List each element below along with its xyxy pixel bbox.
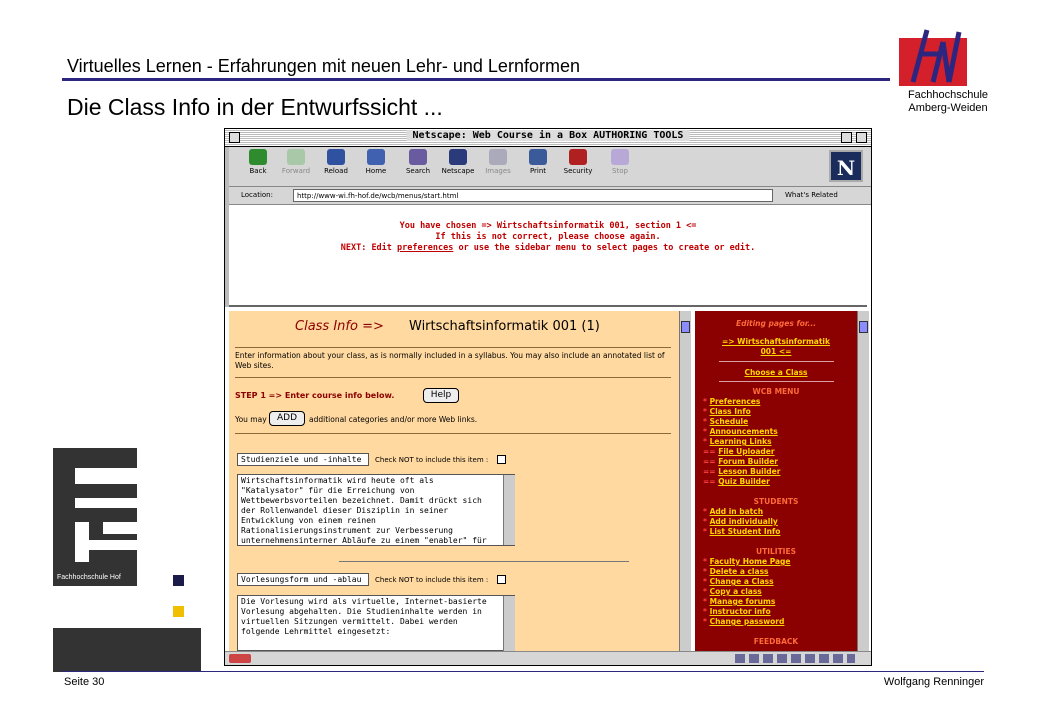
security-lock-icon[interactable] [229, 654, 251, 663]
section-1-body-textarea[interactable]: Wirtschaftsinformatik wird heute oft als "Katalysator" für die Erreichung von Wettbewerbsvorteilen bezeichnet. Damit drückt sich der Rollenwandel dieser Disziplin in seiner Entwicklung von einem reinen Rationalisierungsinstrument zur Verbesserung unternehmensinterner Abläufe zu einem "enabler" für [237, 474, 515, 546]
page-number: Seite 30 [64, 676, 105, 688]
section-2-check-label: Check NOT to include this item : [375, 576, 489, 584]
back-button[interactable] [241, 149, 275, 175]
bullet-icon: * [703, 417, 707, 426]
yellow-square [173, 606, 184, 617]
slide-title: Die Class Info in der Entwurfssicht ... [67, 94, 443, 120]
chosen-line-1: You have chosen => Wirtschaftsinformatik 001, section 1 <= [399, 221, 697, 231]
collapse-box[interactable] [856, 132, 867, 143]
bullet-icon: * [703, 607, 707, 616]
stop-label: Stop [612, 167, 628, 175]
intro-text: Enter information about your class, as is normally included in a syllabus. You may also include an annotated list of Web sites. [235, 351, 665, 370]
search-label: Search [405, 167, 431, 175]
title-bar[interactable] [225, 129, 871, 147]
bullet-icon: == [703, 447, 716, 456]
students-header: STUDENTS [753, 497, 799, 506]
header-rule [62, 78, 890, 81]
university-line-2: Amberg-Weiden [908, 102, 988, 114]
sidebar-item-schedule[interactable] [703, 417, 748, 426]
forward-button[interactable] [279, 149, 313, 175]
class-info-frame [229, 311, 679, 651]
next-suffix: or use the sidebar menu to select pages to create or edit. [453, 243, 756, 253]
next-prefix: NEXT: Edit [340, 243, 398, 253]
sidebar-item-label: Lesson Builder [718, 467, 781, 476]
slide-subtitle: Virtuelles Lernen - Erfahrungen mit neuen Lehr- und Lernformen [67, 56, 580, 76]
home-icon [367, 149, 385, 165]
class-info-heading: Class Info => [295, 319, 384, 334]
university-line-1: Fachhochschule [907, 89, 989, 101]
sidebar-item-label: Forum Builder [718, 457, 778, 466]
scroll-thumb[interactable] [859, 321, 868, 333]
bullet-icon: == [703, 467, 716, 476]
fh-hof-logo-text: Fachhochschule Hof [57, 574, 121, 581]
stop-icon [611, 149, 629, 165]
sidebar-item-label: File Uploader [718, 447, 775, 456]
back-label: Back [249, 167, 267, 175]
bullet-icon: * [703, 427, 707, 436]
navy-square [173, 575, 184, 586]
bullet-icon: * [703, 507, 707, 516]
netscape-button[interactable] [441, 149, 475, 175]
sidebar-item-announcements[interactable] [703, 427, 778, 436]
divider [235, 377, 671, 378]
step-1-label: STEP 1 => Enter course info below. [235, 391, 395, 400]
sidebar-item-label: Copy a class [709, 587, 762, 596]
sidebar-item-faculty-home-page[interactable] [703, 557, 791, 566]
author: Wolfgang Renninger [883, 676, 984, 688]
chosen-line-3 [229, 243, 867, 254]
reload-icon [327, 149, 345, 165]
search-icon [409, 149, 427, 165]
images-button[interactable] [481, 149, 515, 175]
sidebar-item-label: Class Info [709, 407, 751, 416]
print-button[interactable] [521, 149, 555, 175]
netscape-label: Netscape [441, 167, 475, 175]
section-1-title-input[interactable]: Studienziele und -inhalte [237, 453, 369, 466]
bullet-icon: * [703, 617, 707, 626]
sidebar-item-file-uploader[interactable] [703, 447, 775, 456]
zoom-box[interactable] [841, 132, 852, 143]
sidebar-course-link[interactable] [695, 337, 857, 346]
bullet-icon: * [703, 597, 707, 606]
section-1-exclude-checkbox[interactable] [497, 455, 506, 464]
sidebar-item-label: Preferences [709, 397, 761, 406]
section-1-scrollbar[interactable] [503, 475, 515, 545]
location-label: Location: [241, 191, 273, 199]
sidebar-item-label: Faculty Home Page [709, 557, 791, 566]
status-frame [229, 207, 867, 307]
sidebar-item-label: Quiz Builder [718, 477, 770, 486]
home-label: Home [365, 167, 387, 175]
section-2-body-textarea[interactable]: Die Vorlesung wird als virtuelle, Internet-basierte Vorlesung abgehalten. Die Studieninhalte werden in virtuellen Sitzungen vermittelt. Dabei werden folgende Lehrmittel eingesetzt: [237, 595, 515, 651]
add-button[interactable]: ADD [269, 411, 305, 426]
images-icon [489, 149, 507, 165]
sidebar-item-lesson-builder[interactable] [703, 467, 780, 476]
section-2-title-input[interactable]: Vorlesungsform und -ablau [237, 573, 369, 586]
sidebar-item-add-individually[interactable] [703, 517, 778, 526]
bullet-icon: * [703, 577, 707, 586]
scroll-thumb[interactable] [681, 321, 690, 333]
chosen-line-2: If this is not correct, please choose again. [435, 232, 661, 242]
class-name: Wirtschaftsinformatik 001 (1) [409, 319, 600, 334]
bullet-icon: * [703, 587, 707, 596]
utilities-header: UTILITIES [756, 547, 796, 556]
sidebar-item-change-password[interactable] [703, 617, 784, 626]
sidebar-item-label: Instructor info [709, 607, 771, 616]
sidebar-scrollbar[interactable] [857, 311, 869, 651]
window-title: Netscape: Web Course in a Box AUTHORING TOOLS [407, 130, 690, 141]
wcb-menu-header: WCB MENU [752, 387, 800, 396]
reload-label: Reload [324, 167, 348, 175]
reload-button[interactable] [319, 149, 353, 175]
close-box[interactable] [229, 132, 240, 143]
main-frame-scrollbar[interactable] [679, 311, 691, 651]
sidebar-item-list-student-info[interactable] [703, 527, 780, 536]
section-2-scrollbar[interactable] [503, 596, 515, 651]
section-1-check-label: Check NOT to include this item : [375, 456, 489, 464]
sidebar-item-label: Learning Links [709, 437, 772, 446]
divider [339, 561, 629, 562]
divider [235, 347, 671, 348]
bullet-icon: * [703, 517, 707, 526]
divider [235, 433, 671, 434]
sidebar-item-label: List Student Info [709, 527, 781, 536]
sidebar-item-instructor-info[interactable] [703, 607, 771, 616]
bullet-icon: * [703, 437, 707, 446]
bullet-icon: == [703, 477, 716, 486]
images-label: Images [485, 167, 511, 175]
sidebar-item-change-a-class[interactable] [703, 577, 774, 586]
help-button[interactable]: Help [423, 388, 459, 403]
chosen-class-message [229, 221, 867, 254]
sidebar-item-label: Add in batch [709, 507, 764, 516]
print-label: Print [529, 167, 547, 175]
you-may-text: You may [235, 415, 267, 424]
nav-toolbar [225, 147, 871, 187]
security-button[interactable] [561, 149, 595, 175]
security-label: Security [563, 167, 593, 175]
browser-window [224, 128, 872, 666]
sidebar-item-learning-links[interactable] [703, 437, 772, 446]
university-name [898, 89, 998, 115]
location-bar [225, 187, 871, 205]
security-icon [569, 149, 587, 165]
sidebar-item-add-in-batch[interactable] [703, 507, 763, 516]
divider [719, 361, 834, 362]
sidebar-item-label: Change a Class [709, 577, 774, 586]
course-line-1: => Wirtschaftsinformatik [722, 337, 830, 346]
fh-logo-icon [899, 24, 969, 86]
url-field[interactable]: http://www-wi.fh-hof.de/wcb/menus/start.html [293, 189, 773, 202]
bullet-icon: * [703, 407, 707, 416]
section-2-exclude-checkbox[interactable] [497, 575, 506, 584]
wcb-sidebar [695, 311, 857, 651]
bullet-icon: * [703, 557, 707, 566]
bullet-icon: * [703, 567, 707, 576]
sidebar-item-copy-a-class[interactable] [703, 587, 762, 596]
forward-arrow-icon [287, 149, 305, 165]
decorative-bar [53, 628, 201, 672]
sidebar-item-label: Schedule [709, 417, 749, 426]
component-bar-icon[interactable] [735, 654, 855, 663]
home-button[interactable] [359, 149, 393, 175]
sidebar-item-preferences[interactable] [703, 397, 760, 406]
bullet-icon: == [703, 457, 716, 466]
sidebar-item-forum-builder[interactable] [703, 457, 778, 466]
sidebar-item-label: Add individually [709, 517, 778, 526]
sidebar-item-manage-forums[interactable] [703, 597, 775, 606]
bullet-icon: * [703, 527, 707, 536]
fh-hof-logo-icon [53, 448, 137, 586]
sidebar-item-quiz-builder[interactable] [703, 477, 770, 486]
sidebar-item-delete-a-class[interactable] [703, 567, 769, 576]
search-button[interactable] [401, 149, 435, 175]
sidebar-item-class-info[interactable] [703, 407, 751, 416]
back-arrow-icon [249, 149, 267, 165]
sidebar-header: Editing pages for... [735, 319, 817, 328]
print-icon [529, 149, 547, 165]
sidebar-course-line-2: 001 <= [760, 347, 792, 356]
status-bar [225, 651, 871, 665]
stop-button[interactable] [603, 149, 637, 175]
bullet-icon: * [703, 397, 707, 406]
sidebar-item-label: Manage forums [709, 597, 776, 606]
sidebar-item-label: Announcements [709, 427, 778, 436]
forward-label: Forward [281, 167, 311, 175]
netscape-icon [449, 149, 467, 165]
divider [719, 381, 834, 382]
feedback-header: FEEDBACK [753, 637, 799, 646]
choose-class-link[interactable]: Choose a Class [744, 368, 808, 377]
sidebar-item-label: Change password [709, 617, 785, 626]
whats-related-button[interactable]: What's Related [785, 191, 838, 199]
netscape-logo-icon[interactable]: N [829, 150, 863, 182]
preferences-link[interactable]: preferences [397, 243, 454, 253]
add-suffix-text: additional categories and/or more Web links. [309, 415, 478, 424]
sidebar-item-label: Delete a class [709, 567, 769, 576]
footer-rule [62, 671, 984, 672]
